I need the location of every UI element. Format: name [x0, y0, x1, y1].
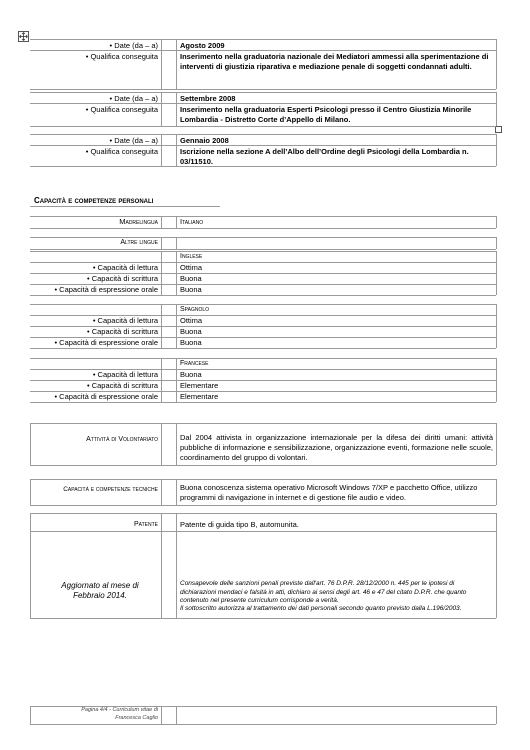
- disclaimer-sanzioni: Consapevole delle sanzioni penali previste dall'art. 76 D.P.R. 28/12/2000 n. 445 per le ipotesi di dichiarazioni mendaci e falsità in atti, dichiaro ai sensi degli art. 46 e 47 del citato D.P.R. che quanto contenuto nel presente curriculum corrisponde a verità.: [180, 580, 467, 604]
- qualifica-label: • Qualifica conseguita: [85, 52, 158, 61]
- scrittura-value: Buona: [180, 327, 202, 336]
- table-move-handle[interactable]: [18, 31, 29, 42]
- qualifica-value: Iscrizione nella sezione A dell’Albo dell’Ordine degli Psicologi della Lombardia n. 03/11510.: [180, 147, 469, 166]
- language-name: Spagnolo: [180, 306, 210, 313]
- volontariato-label: Attività di Volontariato: [86, 436, 158, 443]
- patente-label: Patente: [133, 521, 158, 528]
- orale-value: Buona: [180, 285, 202, 294]
- date-value: Gennaio 2008: [180, 136, 229, 145]
- scrittura-value: Elementare: [180, 381, 219, 390]
- language-name: Francese: [180, 360, 209, 367]
- table-resize-handle[interactable]: [495, 126, 502, 133]
- volontariato-value: Dal 2004 attivista in organizzazione internazionale per la difesa dei diritti umani: attività pubbliche di informazione e sensibilizzazione, organizzazione eventi, formazione nelle scuole, coordinamento del gruppo di volontari.: [180, 433, 493, 462]
- aggiornato-text: Aggiornato al mese di Febbraio 2014.: [61, 581, 139, 600]
- date-label: • Date (da – a): [109, 41, 158, 50]
- orale-label: • Capacità di espressione orale: [54, 392, 158, 401]
- move-arrows-icon: [19, 32, 28, 41]
- orale-label: • Capacità di espressione orale: [54, 338, 158, 347]
- madrelingua-value: Italiano: [180, 217, 204, 226]
- lettura-value: Ottima: [180, 263, 203, 272]
- qualifica-value: Inserimento nella graduatoria Esperti Psicologi presso il Centro Giustizia Minorile Lombardia - Distretto Corte d’Appello di Milano.: [180, 105, 472, 124]
- scrittura-value: Buona: [180, 274, 202, 283]
- section-title-box: [30, 196, 220, 207]
- lettura-label: • Capacità di lettura: [92, 370, 158, 379]
- scrittura-label: • Capacità di scrittura: [87, 381, 158, 390]
- qualifica-label: • Qualifica conseguita: [85, 105, 158, 114]
- madrelingua-label: Madrelingua: [119, 217, 158, 226]
- lettura-label: • Capacità di lettura: [92, 263, 158, 272]
- tecniche-label: Capacità e competenze tecniche: [63, 486, 158, 493]
- qualifica-value: Inserimento nella graduatoria nazionale dei Mediatori ammessi alla sperimentazione di interventi di giustizia riparativa e mediazione penale di soggetti condannati adulti.: [180, 52, 489, 71]
- date-label: • Date (da – a): [109, 94, 158, 103]
- date-label: • Date (da – a): [109, 136, 158, 145]
- altre-lingue-label: Altre lingue: [120, 239, 158, 246]
- patente-value: Patente di guida tipo B, automunita.: [180, 520, 299, 529]
- date-value: Settembre 2008: [180, 94, 236, 103]
- footer-text: Pagina 4/4 - Curriculum vitae di Francesca Caglio: [81, 707, 158, 721]
- language-name: Inglese: [180, 253, 203, 260]
- lettura-value: Buona: [180, 370, 202, 379]
- disclaimer-privacy: Il sottoscritto autorizza al trattamento dei dati personali secondo quanto previsto dalla L.196/2003.: [180, 605, 462, 612]
- orale-label: • Capacità di espressione orale: [54, 285, 158, 294]
- orale-value: Elementare: [180, 392, 219, 401]
- lettura-value: Ottima: [180, 316, 203, 325]
- scrittura-label: • Capacità di scrittura: [87, 274, 158, 283]
- orale-value: Buona: [180, 338, 202, 347]
- section-title: Capacità e competenze personali: [34, 196, 154, 205]
- lettura-label: • Capacità di lettura: [92, 316, 158, 325]
- scrittura-label: • Capacità di scrittura: [87, 327, 158, 336]
- tecniche-value: Buona conoscenza sistema operativo Microsoft Windows 7/XP e pacchetto Office, utilizzo programmi di navigazione in internet e di gestione file audio e video.: [180, 483, 478, 502]
- qualifica-label: • Qualifica conseguita: [85, 147, 158, 156]
- date-value: Agosto 2009: [180, 41, 225, 50]
